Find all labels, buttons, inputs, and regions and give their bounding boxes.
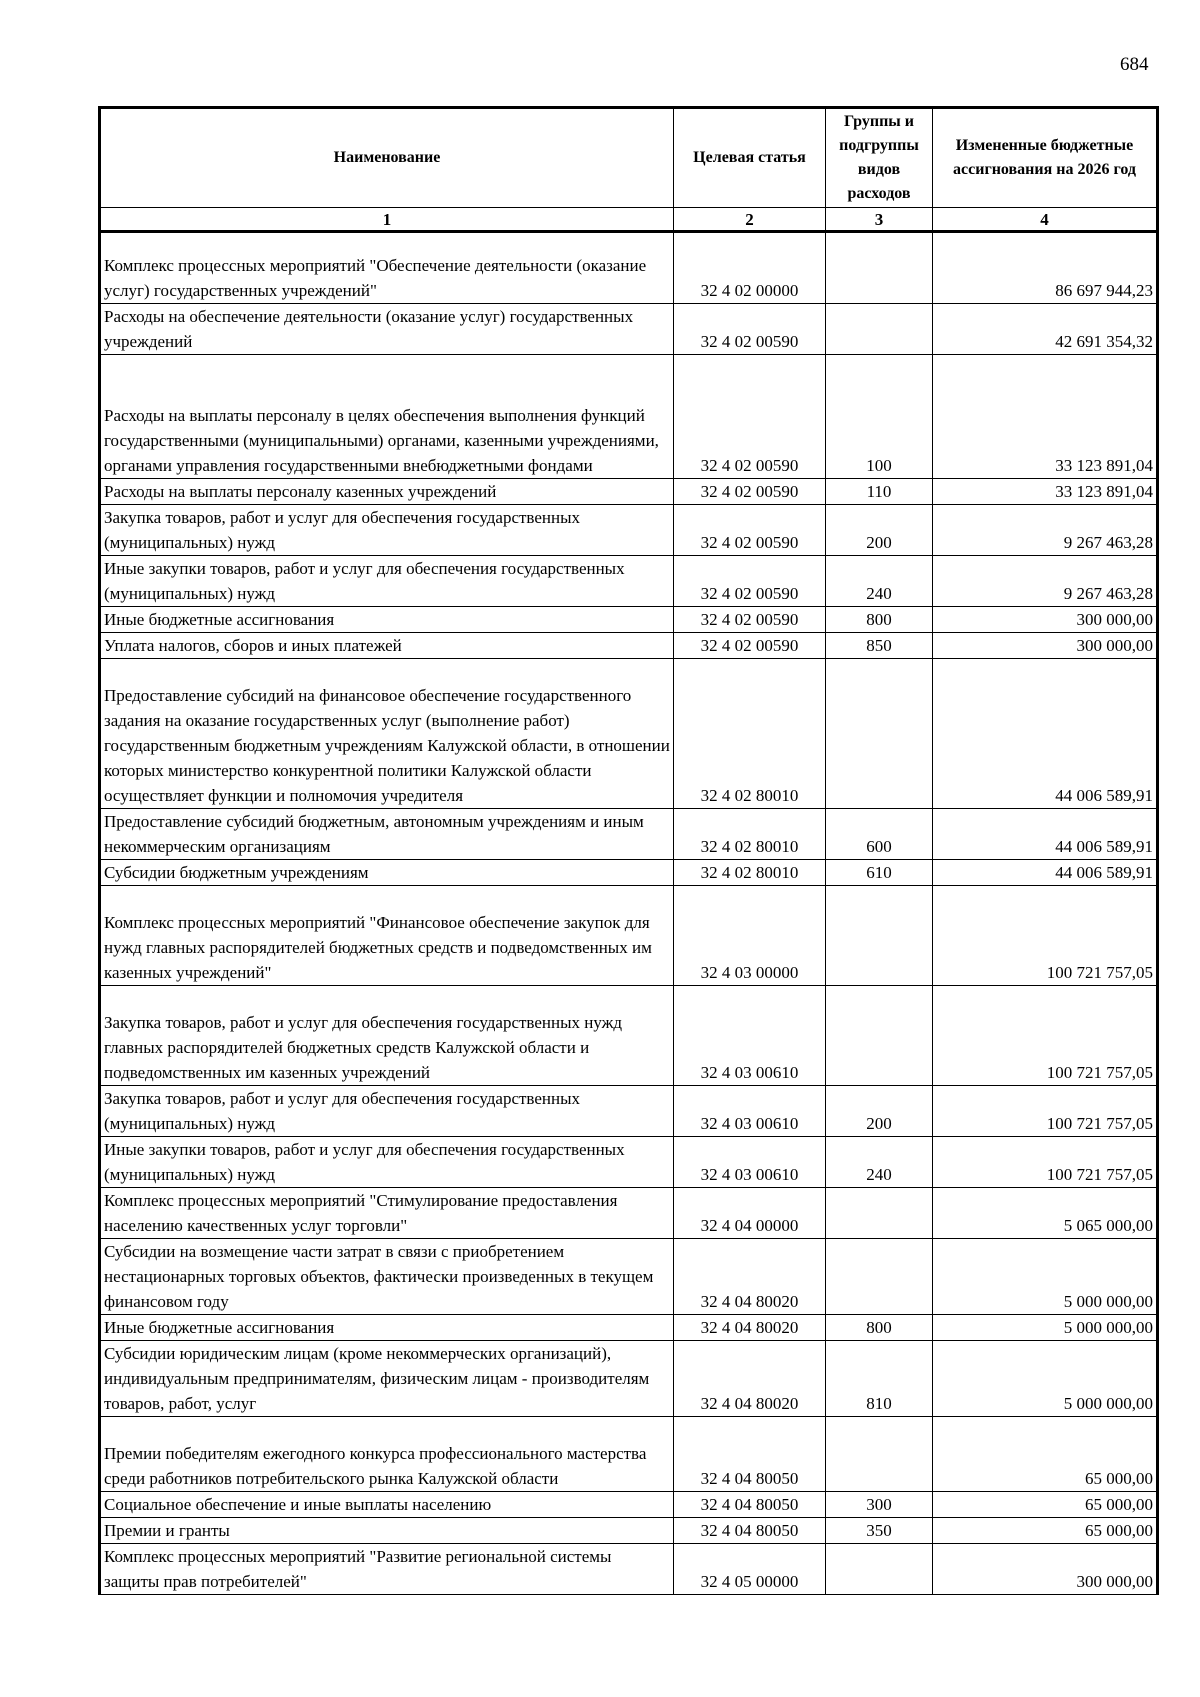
table-row xyxy=(100,1188,1158,1239)
row-name: Премии победителям ежегодного конкурса профессионального мастерства среди работников потребительского рынка Калужской области xyxy=(100,1417,674,1492)
row-expense-type xyxy=(826,1544,933,1595)
row-amount: 5 000 000,00 xyxy=(933,1239,1158,1315)
table-row xyxy=(100,1137,1158,1188)
row-amount: 300 000,00 xyxy=(933,633,1158,659)
table-row xyxy=(100,505,1158,556)
row-expense-type xyxy=(826,1239,933,1315)
table-row xyxy=(100,1492,1158,1518)
column-number-row xyxy=(100,208,1158,232)
row-expense-type xyxy=(826,886,933,986)
row-target-article: 32 4 02 00590 xyxy=(674,633,826,659)
table-row xyxy=(100,860,1158,886)
row-name: Расходы на выплаты персоналу казенных учреждений xyxy=(100,479,674,505)
row-name: Социальное обеспечение и иные выплаты населению xyxy=(100,1492,674,1518)
row-amount: 42 691 354,32 xyxy=(933,304,1158,355)
row-name: Комплекс процессных мероприятий "Обеспечение деятельности (оказание услуг) государственных учреждений" xyxy=(100,232,674,304)
table-row xyxy=(100,1315,1158,1341)
row-amount: 5 000 000,00 xyxy=(933,1315,1158,1341)
row-amount: 5 065 000,00 xyxy=(933,1188,1158,1239)
row-target-article: 32 4 04 80050 xyxy=(674,1492,826,1518)
row-name: Комплекс процессных мероприятий "Развитие региональной системы защиты прав потребителей" xyxy=(100,1544,674,1595)
row-target-article: 32 4 04 80050 xyxy=(674,1417,826,1492)
row-expense-type xyxy=(826,986,933,1086)
table-row xyxy=(100,1518,1158,1544)
header-name: Наименование xyxy=(100,108,674,208)
row-expense-type: 610 xyxy=(826,860,933,886)
row-target-article: 32 4 02 80010 xyxy=(674,659,826,809)
row-name: Субсидии юридическим лицам (кроме некоммерческих организаций), индивидуальным предпринимателям, физическим лицам - производителям товаров, работ, услуг xyxy=(100,1341,674,1417)
table-row xyxy=(100,659,1158,809)
column-number: 3 xyxy=(826,208,933,232)
table-row xyxy=(100,633,1158,659)
row-amount: 65 000,00 xyxy=(933,1518,1158,1544)
row-target-article: 32 4 04 80020 xyxy=(674,1315,826,1341)
row-amount: 300 000,00 xyxy=(933,1544,1158,1595)
row-amount: 65 000,00 xyxy=(933,1492,1158,1518)
row-target-article: 32 4 04 80050 xyxy=(674,1518,826,1544)
table-row xyxy=(100,1544,1158,1595)
row-amount: 100 721 757,05 xyxy=(933,986,1158,1086)
row-target-article: 32 4 02 00000 xyxy=(674,232,826,304)
row-target-article: 32 4 04 80020 xyxy=(674,1239,826,1315)
row-expense-type xyxy=(826,1417,933,1492)
row-amount: 44 006 589,91 xyxy=(933,860,1158,886)
row-amount: 44 006 589,91 xyxy=(933,659,1158,809)
row-name: Предоставление субсидий бюджетным, автономным учреждениям и иным некоммерческим организациям xyxy=(100,809,674,860)
row-expense-type: 240 xyxy=(826,556,933,607)
table-row xyxy=(100,479,1158,505)
row-target-article: 32 4 02 00590 xyxy=(674,355,826,479)
row-target-article: 32 4 02 80010 xyxy=(674,809,826,860)
row-amount: 65 000,00 xyxy=(933,1417,1158,1492)
row-expense-type: 100 xyxy=(826,355,933,479)
row-amount: 100 721 757,05 xyxy=(933,1137,1158,1188)
row-amount: 44 006 589,91 xyxy=(933,809,1158,860)
row-expense-type: 600 xyxy=(826,809,933,860)
row-expense-type: 200 xyxy=(826,1086,933,1137)
table-row xyxy=(100,1239,1158,1315)
row-expense-type xyxy=(826,659,933,809)
row-target-article: 32 4 02 00590 xyxy=(674,607,826,633)
row-target-article: 32 4 04 80020 xyxy=(674,1341,826,1417)
table-row xyxy=(100,355,1158,479)
row-name: Предоставление субсидий на финансовое обеспечение государственного задания на оказание государственных услуг (выполнение работ) государственным бюджетным учреждениям Калужской области, в отношении которых министерство конкурентной политики Калужской области осуществляет функции и полномочия учредителя xyxy=(100,659,674,809)
row-amount: 100 721 757,05 xyxy=(933,886,1158,986)
row-name: Иные бюджетные ассигнования xyxy=(100,607,674,633)
row-amount: 33 123 891,04 xyxy=(933,355,1158,479)
row-name: Иные бюджетные ассигнования xyxy=(100,1315,674,1341)
column-number: 2 xyxy=(674,208,826,232)
row-name: Субсидии бюджетным учреждениям xyxy=(100,860,674,886)
header-allocations: Измененные бюджетные ассигнования на 2026 год xyxy=(933,108,1158,208)
row-expense-type: 300 xyxy=(826,1492,933,1518)
table-row xyxy=(100,886,1158,986)
budget-allocations-table xyxy=(98,106,1159,1595)
row-name: Закупка товаров, работ и услуг для обеспечения государственных (муниципальных) нужд xyxy=(100,505,674,556)
row-amount: 300 000,00 xyxy=(933,607,1158,633)
row-expense-type: 800 xyxy=(826,1315,933,1341)
row-expense-type: 800 xyxy=(826,607,933,633)
row-target-article: 32 4 03 00000 xyxy=(674,886,826,986)
row-target-article: 32 4 03 00610 xyxy=(674,986,826,1086)
row-expense-type xyxy=(826,304,933,355)
row-name: Иные закупки товаров, работ и услуг для обеспечения государственных (муниципальных) нужд xyxy=(100,1137,674,1188)
table-row xyxy=(100,1341,1158,1417)
row-expense-type xyxy=(826,1188,933,1239)
row-name: Закупка товаров, работ и услуг для обеспечения государственных (муниципальных) нужд xyxy=(100,1086,674,1137)
row-amount: 9 267 463,28 xyxy=(933,505,1158,556)
row-amount: 86 697 944,23 xyxy=(933,232,1158,304)
header-expense-groups: Группы и подгруппы видов расходов xyxy=(826,108,933,208)
row-expense-type: 110 xyxy=(826,479,933,505)
row-name: Расходы на обеспечение деятельности (оказание услуг) государственных учреждений xyxy=(100,304,674,355)
row-amount: 33 123 891,04 xyxy=(933,479,1158,505)
row-name: Уплата налогов, сборов и иных платежей xyxy=(100,633,674,659)
row-name: Комплекс процессных мероприятий "Стимулирование предоставления населению качественных услуг торговли" xyxy=(100,1188,674,1239)
row-name: Расходы на выплаты персоналу в целях обеспечения выполнения функций государственными (муниципальными) органами, казенными учреждениями, органами управления государственными внебюджетными фондами xyxy=(100,355,674,479)
row-target-article: 32 4 02 00590 xyxy=(674,556,826,607)
row-target-article: 32 4 02 00590 xyxy=(674,479,826,505)
row-amount: 100 721 757,05 xyxy=(933,1086,1158,1137)
row-target-article: 32 4 02 80010 xyxy=(674,860,826,886)
row-target-article: 32 4 04 00000 xyxy=(674,1188,826,1239)
table-row xyxy=(100,986,1158,1086)
row-target-article: 32 4 02 00590 xyxy=(674,505,826,556)
row-expense-type: 810 xyxy=(826,1341,933,1417)
table-body xyxy=(100,232,1158,1595)
table-row xyxy=(100,809,1158,860)
row-expense-type: 850 xyxy=(826,633,933,659)
row-expense-type: 240 xyxy=(826,1137,933,1188)
table-row xyxy=(100,304,1158,355)
table-row xyxy=(100,1417,1158,1492)
row-amount: 5 000 000,00 xyxy=(933,1341,1158,1417)
table-row xyxy=(100,232,1158,304)
table-row xyxy=(100,607,1158,633)
row-target-article: 32 4 03 00610 xyxy=(674,1086,826,1137)
page-number: 684 xyxy=(1120,54,1149,75)
row-name: Субсидии на возмещение части затрат в связи с приобретением нестационарных торговых объектов, фактически произведенных в текущем финансовом году xyxy=(100,1239,674,1315)
row-name: Комплекс процессных мероприятий "Финансовое обеспечение закупок для нужд главных распорядителей бюджетных средств и подведомственных им казенных учреждений" xyxy=(100,886,674,986)
row-target-article: 32 4 05 00000 xyxy=(674,1544,826,1595)
row-expense-type: 350 xyxy=(826,1518,933,1544)
row-name: Закупка товаров, работ и услуг для обеспечения государственных нужд главных распорядителей бюджетных средств Калужской области и подведомственных им казенных учреждений xyxy=(100,986,674,1086)
table-row xyxy=(100,1086,1158,1137)
row-target-article: 32 4 03 00610 xyxy=(674,1137,826,1188)
row-name: Премии и гранты xyxy=(100,1518,674,1544)
column-number: 1 xyxy=(100,208,674,232)
row-expense-type xyxy=(826,232,933,304)
header-target-article: Целевая статья xyxy=(674,108,826,208)
row-expense-type: 200 xyxy=(826,505,933,556)
row-target-article: 32 4 02 00590 xyxy=(674,304,826,355)
row-name: Иные закупки товаров, работ и услуг для обеспечения государственных (муниципальных) нужд xyxy=(100,556,674,607)
row-amount: 9 267 463,28 xyxy=(933,556,1158,607)
table-row xyxy=(100,556,1158,607)
column-number: 4 xyxy=(933,208,1158,232)
header-row xyxy=(100,108,1158,208)
